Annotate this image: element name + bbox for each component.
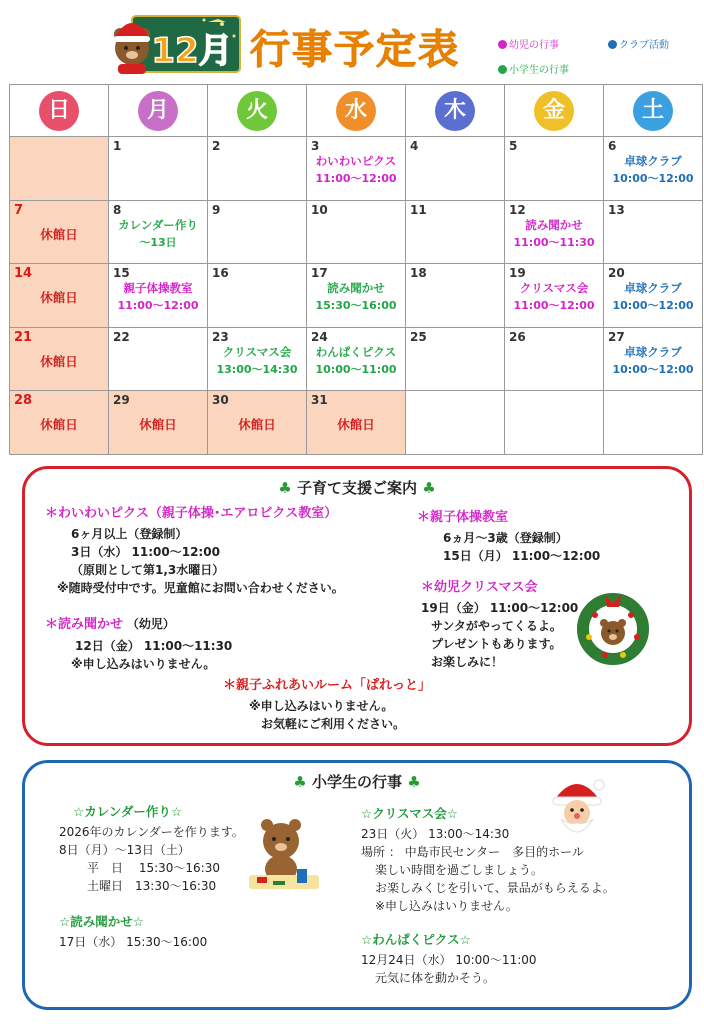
calendar-event — [109, 280, 207, 314]
calendar-day-cell — [208, 200, 307, 264]
calendar-day-cell — [505, 200, 604, 264]
event-time: 10:00～11:00 — [315, 362, 397, 376]
calendar-day-cell — [505, 327, 604, 391]
calendar-event — [604, 344, 702, 378]
calendar-making-line: 8日（月）～13日（土） — [59, 843, 190, 857]
yomi-audience: （幼児） — [126, 617, 175, 631]
calendar-day-cell — [109, 327, 208, 391]
palette-room-line: ※申し込みはいりません。 — [249, 699, 394, 713]
closed-day-label: 休館日 — [40, 226, 78, 242]
waiwai-line: （原則として第1,3水曜日） — [71, 563, 225, 577]
school-yomi-line: 17日（水） 15:30～16:00 — [59, 935, 208, 949]
kinder-xmas-line: お楽しみに！ — [431, 655, 504, 669]
legend-dot — [608, 40, 617, 49]
waiwai-line: 3日（水） 11:00～12:00 — [71, 545, 220, 559]
school-yomi-heading: ☆読み聞かせ☆ — [59, 914, 144, 929]
calendar-day-cell — [406, 391, 505, 455]
weekday-header-row — [10, 85, 703, 137]
event-name: クリスマス会 — [519, 281, 589, 295]
day-number: 14 — [14, 266, 33, 281]
calendar-day-cell — [505, 391, 604, 455]
clover-icon: ♣ — [293, 773, 307, 791]
clover-icon: ♣ — [407, 773, 421, 791]
event-name: 親子体操教室 — [123, 281, 193, 295]
calendar-day-cell — [406, 137, 505, 201]
calendar-day-cell — [208, 137, 307, 201]
calendar-week-row — [10, 264, 703, 328]
weekday-badge: 水 — [336, 91, 376, 131]
wreath-bear-illustration — [575, 585, 651, 667]
legend-label: 幼児の行事 — [509, 40, 559, 51]
event-name: 卓球クラブ — [624, 154, 682, 168]
event-name: 読み聞かせ — [525, 217, 583, 232]
day-number: 20 — [608, 266, 625, 280]
calendar-day-cell — [109, 137, 208, 201]
calendar-day-cell — [307, 200, 406, 264]
legend-dot — [498, 65, 507, 74]
calendar-day-cell — [208, 327, 307, 391]
weekday-header-cell — [604, 85, 703, 137]
day-number: 27 — [608, 329, 625, 344]
wanpaku-heading: ☆わんぱくピクス☆ — [361, 932, 471, 947]
legend-label: 小学生の行事 — [509, 65, 569, 76]
closed-day-label: 休館日 — [40, 417, 78, 432]
calendar-day-cell — [10, 391, 109, 455]
closed-day-label: 休館日 — [40, 353, 78, 369]
event-time: 15:30～16:00 — [315, 299, 397, 312]
day-number: 30 — [212, 393, 229, 407]
clover-icon: ♣ — [422, 479, 436, 497]
event-time: 11:00～11:30 — [513, 235, 595, 249]
legend-dot — [498, 40, 507, 49]
day-number: 10 — [311, 202, 328, 217]
yomi-note: ※申し込みはいりません。 — [71, 657, 216, 671]
kinder-xmas-line: 19日（金） 11:00～12:00 — [421, 601, 579, 615]
event-name: クリスマス会 — [222, 344, 292, 359]
calendar-event — [505, 280, 603, 314]
calendar-week-row — [10, 327, 703, 391]
page-header — [0, 0, 704, 84]
calendar-week-row — [10, 391, 703, 455]
event-time: 10:00～12:00 — [612, 299, 694, 312]
oyako-heading: ＊親子体操教室 — [417, 510, 509, 525]
event-name: 卓球クラブ — [624, 344, 682, 359]
calendar-day-cell — [10, 137, 109, 201]
day-number: 2 — [212, 139, 221, 153]
legend-club — [608, 36, 669, 51]
oyako-line: 15日（月） 11:00～12:00 — [443, 549, 601, 563]
school-xmas-line: ※申し込みはいりません。 — [375, 899, 518, 913]
oyako-line: 6ヵ月～3歳（登録制） — [443, 531, 568, 545]
month-label: 12月 — [151, 31, 233, 71]
event-time: 11:00～12:00 — [315, 172, 397, 185]
calendar-making-line: 土曜日 13:30～16:30 — [87, 879, 217, 893]
support-title-row — [25, 477, 689, 498]
palette-room-heading: ＊親子ふれあいルーム「ぱれっと」 — [223, 678, 432, 693]
weekday-header-cell — [505, 85, 604, 137]
event-time: ～13日 — [139, 235, 177, 249]
calendar-event — [604, 153, 702, 187]
kinder-xmas-line: プレゼントもあります。 — [431, 637, 562, 651]
school-title: 小学生の行事 — [311, 773, 402, 791]
day-number: 5 — [509, 139, 518, 153]
school-xmas-heading: ☆クリスマス会☆ — [361, 806, 458, 821]
day-number: 8 — [113, 202, 122, 217]
calendar-event — [505, 217, 603, 251]
school-xmas-line: 楽しい時間を過ごしましょう。 — [375, 863, 544, 877]
calendar-event — [109, 217, 207, 251]
calendar-day-cell — [505, 264, 604, 328]
calendar-day-cell — [307, 137, 406, 201]
day-number: 11 — [410, 202, 427, 217]
kinder-xmas-heading: ＊幼児クリスマス会 — [421, 580, 538, 595]
calendar-making-line: 2026年のカレンダーを作ります。 — [59, 825, 244, 839]
day-number: 31 — [311, 393, 328, 407]
day-number: 6 — [608, 139, 617, 153]
closed-day-label: 休館日 — [238, 417, 276, 432]
weekday-badge: 木 — [435, 91, 475, 131]
calendar-day-cell — [208, 264, 307, 328]
calendar-event — [208, 344, 306, 378]
event-time: 13:00～14:30 — [216, 362, 298, 376]
closed-day-label: 休館日 — [139, 417, 177, 432]
day-number: 28 — [14, 393, 33, 408]
calendar — [9, 84, 703, 454]
calendar-day-cell — [406, 264, 505, 328]
event-time: 11:00～12:00 — [117, 299, 199, 312]
day-number: 16 — [212, 266, 229, 280]
kinder-xmas-line: サンタがやってくるよ。 — [431, 619, 562, 633]
yomi-heading: ＊読み聞かせ — [45, 617, 124, 632]
day-number: 3 — [311, 139, 320, 153]
event-time: 11:00～12:00 — [513, 299, 595, 312]
waiwai-note: ※随時受付中です。児童館にお問い合わせください。 — [57, 581, 344, 595]
day-number: 17 — [311, 266, 328, 280]
weekday-header-cell — [10, 85, 109, 137]
weekday-badge: 日 — [39, 91, 79, 131]
calendar-day-cell — [307, 327, 406, 391]
page-title: 行事予定表 — [250, 27, 460, 73]
day-number: 26 — [509, 329, 526, 344]
calendar-day-cell — [406, 200, 505, 264]
yomi-line: 12日（金） 11:00～11:30 — [75, 639, 233, 653]
calendar-day-cell — [10, 200, 109, 264]
day-number: 1 — [113, 139, 122, 153]
calendar-making-line: 平 日 15:30～16:30 — [87, 861, 220, 875]
day-number: 12 — [509, 202, 526, 217]
school-xmas-line: 23日（火） 13:00～14:30 — [361, 827, 510, 841]
santa-illustration — [547, 773, 607, 839]
support-title: 子育て支援ご案内 — [296, 479, 417, 497]
weekday-badge: 火 — [237, 91, 277, 131]
bear-crafting-illustration — [243, 813, 323, 893]
calendar-table — [9, 84, 703, 455]
school-xmas-line: お楽しみくじを引いて、景品がもらえるよ。 — [375, 881, 615, 895]
event-time: 10:00～12:00 — [612, 362, 694, 376]
elementary-events-box — [22, 760, 692, 1010]
day-number: 15 — [113, 266, 130, 280]
weekday-header-cell — [406, 85, 505, 137]
calendar-day-cell — [307, 391, 406, 455]
weekday-badge: 土 — [633, 91, 673, 131]
calendar-week-row — [10, 137, 703, 201]
bear-santa-month-badge — [112, 10, 244, 76]
calendar-day-cell — [604, 137, 703, 201]
day-number: 23 — [212, 329, 229, 344]
day-number: 29 — [113, 393, 130, 407]
school-xmas-line: 場所 ： 中島市民センター 多目的ホール — [361, 845, 584, 859]
day-number: 13 — [608, 202, 625, 217]
closed-day-label: 休館日 — [40, 290, 78, 305]
event-name: カレンダー作り — [118, 217, 198, 232]
waiwai-heading: ＊わいわいピクス（親子体操･エアロビクス教室） — [45, 506, 338, 521]
calendar-day-cell — [10, 264, 109, 328]
day-number: 21 — [14, 329, 33, 345]
day-number: 25 — [410, 329, 427, 344]
calendar-day-cell — [208, 391, 307, 455]
calendar-event — [307, 344, 405, 378]
calendar-day-cell — [604, 327, 703, 391]
calendar-day-cell — [109, 200, 208, 264]
calendar-day-cell — [604, 264, 703, 328]
calendar-day-cell — [604, 200, 703, 264]
weekday-badge: 金 — [534, 91, 574, 131]
weekday-header-cell — [208, 85, 307, 137]
weekday-header-cell — [307, 85, 406, 137]
day-number: 22 — [113, 329, 130, 344]
day-number: 7 — [14, 202, 24, 218]
legend-label: クラブ活動 — [619, 40, 669, 51]
legend-kinder — [498, 36, 559, 51]
calendar-making-heading: ☆カレンダー作り☆ — [73, 804, 183, 819]
closed-day-label: 休館日 — [337, 417, 375, 432]
calendar-day-cell — [10, 327, 109, 391]
day-number: 19 — [509, 266, 526, 280]
calendar-day-cell — [109, 264, 208, 328]
calendar-day-cell — [307, 264, 406, 328]
event-time: 10:00～12:00 — [612, 172, 694, 185]
calendar-day-cell — [604, 391, 703, 455]
waiwai-line: 6ヶ月以上（登録制） — [71, 527, 188, 541]
clover-icon: ♣ — [278, 479, 292, 497]
event-name: わいわいピクス — [315, 154, 397, 168]
wanpaku-line: 12月24日（水） 10:00～11:00 — [361, 953, 537, 967]
day-number: 4 — [410, 139, 419, 153]
yomi-heading-row — [45, 615, 175, 634]
calendar-event — [307, 280, 405, 314]
wanpaku-line: 元気に体を動かそう。 — [375, 971, 496, 985]
weekday-badge: 月 — [138, 91, 178, 131]
event-name: わんぱくピクス — [315, 344, 397, 359]
event-name: 読み聞かせ — [327, 281, 385, 295]
calendar-day-cell — [109, 391, 208, 455]
legend-school — [498, 61, 569, 76]
day-number: 18 — [410, 266, 427, 280]
calendar-day-cell — [505, 137, 604, 201]
event-name: 卓球クラブ — [624, 281, 682, 295]
calendar-day-cell — [406, 327, 505, 391]
calendar-week-row — [10, 200, 703, 264]
calendar-event — [307, 153, 405, 187]
childcare-support-box — [22, 466, 692, 746]
calendar-event — [604, 280, 702, 314]
weekday-header-cell — [109, 85, 208, 137]
day-number: 9 — [212, 202, 221, 217]
day-number: 24 — [311, 329, 328, 344]
palette-room-line: お気軽にご利用ください。 — [261, 717, 406, 731]
